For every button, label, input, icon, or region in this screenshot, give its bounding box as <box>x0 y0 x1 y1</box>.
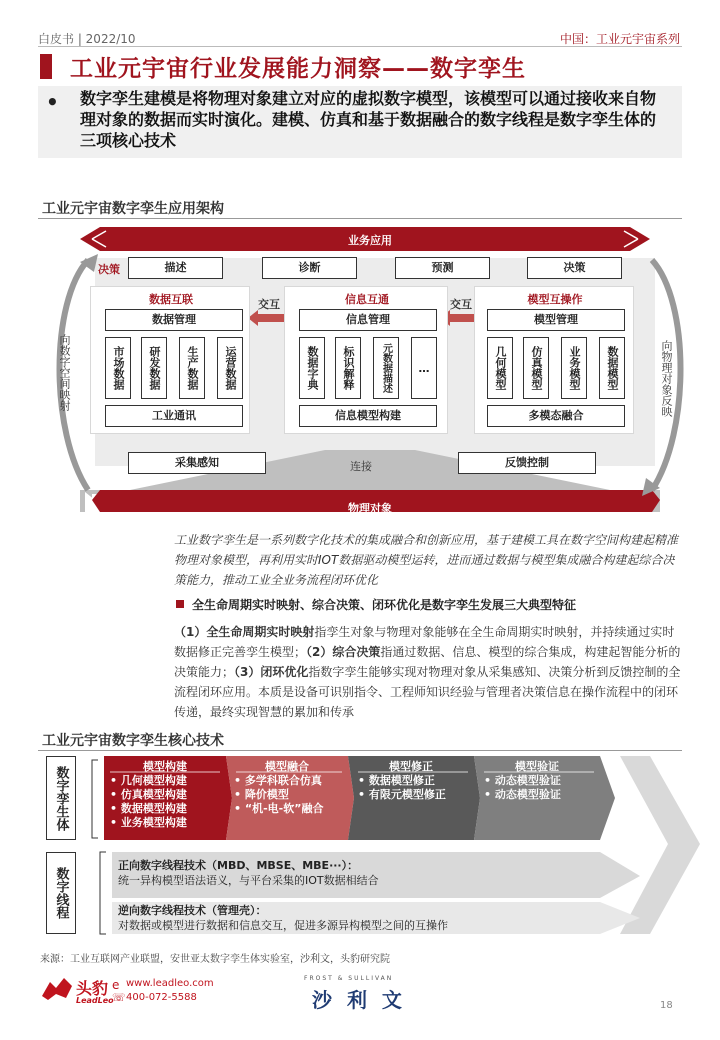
digital-thread-label: 数字线程 <box>46 852 76 934</box>
top-banner-label: 业务应用 <box>348 234 392 247</box>
frost-sullivan-en: FROST & SULLIVAN <box>304 975 394 982</box>
item-production-data: 生产数据 <box>179 337 205 399</box>
collect-sense-box: 采集感知 <box>128 452 266 474</box>
forward-thread-text <box>118 858 598 888</box>
frost-sullivan-cn: 沙 利 文 <box>312 988 406 1012</box>
decision-label: 决策 <box>98 263 120 276</box>
list-item: • 仿真模型构建 <box>110 788 187 801</box>
list-item: • 多学科联合仿真 <box>234 774 322 787</box>
page-title: 工业元宇宙行业发展能力洞察——数字孪生 <box>70 56 526 82</box>
row1-bracket <box>92 760 98 838</box>
item-data-model: 数据模型 <box>599 337 625 399</box>
panel-title: 信息互通 <box>345 293 389 306</box>
source-note: 来源：工业互联网产业联盟，安世亚太数字孪生体实验室，沙利文，头豹研究院 <box>40 954 390 965</box>
feature-2-title: （2）综合决策 <box>306 645 381 659</box>
architecture-diagram <box>40 222 700 522</box>
header-divider <box>38 46 682 47</box>
item-data-dictionary: 数据字典 <box>299 337 325 399</box>
feature-paragraph <box>174 622 682 722</box>
arch-section-line <box>38 218 682 219</box>
list-item: • 有限元模型修正 <box>358 788 446 801</box>
list-item: • 动态模型验证 <box>484 788 561 801</box>
exchange-label-2: 交互 <box>450 298 472 311</box>
item-simulation-model: 仿真模型 <box>523 337 549 399</box>
item-operation-data: 运营数据 <box>217 337 243 399</box>
decision-box-predict: 预测 <box>395 257 490 279</box>
bottom-banner-label: 物理对象 <box>348 502 392 515</box>
manage-box: 数据管理 <box>105 309 243 331</box>
brand-cn: 头豹 <box>76 979 109 998</box>
phone-icon: ☏ <box>112 991 126 1004</box>
big-chevron <box>620 756 700 934</box>
col-list-model-build <box>110 774 230 830</box>
arch-description: 工业数字孪生是一系列数字化技术的集成融合和创新应用，基于建模工具在数字空间构建起精准物理对象模型，再利用实时IOT数据驱动模型运转，进而通过数据与模型集成融合构建起综合决策能力，推动工业全业务流程闭环优化 <box>174 533 679 587</box>
col-head-model-build: 模型构建 <box>143 760 187 773</box>
col-list-model-correction <box>358 774 478 802</box>
feature-3-text: 指数字孪生能够实现对物理对象从采集感知、决策分析到反馈控制的全流程闭环应用。本质是设备可识别指令、工程师知识经验与管理者决策信息在操作流程中的闭环传递，最终实现智慧的累加和传承 <box>174 665 681 719</box>
core-section-title: 工业元宇宙数字孪生核心技术 <box>42 733 224 749</box>
page-number: 18 <box>660 1000 673 1011</box>
list-item: • 数据模型构建 <box>110 802 187 815</box>
list-item: • 业务模型构建 <box>110 816 187 829</box>
decision-box-diagnose: 诊断 <box>262 257 357 279</box>
col-head-model-verification: 模型验证 <box>515 760 559 773</box>
decision-box-decide: 决策 <box>527 257 622 279</box>
reverse-thread-text <box>118 903 598 933</box>
col-list-model-fusion <box>234 774 354 816</box>
col-head-model-correction: 模型修正 <box>389 760 433 773</box>
manage-box: 模型管理 <box>487 309 625 331</box>
connect-label: 连接 <box>350 460 372 473</box>
panel-model-interop <box>474 286 634 434</box>
core-section-line <box>38 750 682 751</box>
manage-box: 信息管理 <box>299 309 437 331</box>
exchange-label-1: 交互 <box>258 298 280 311</box>
left-side-label: 向数字空间映射 <box>58 334 71 411</box>
forward-thread-title: 正向数字线程技术（MBD、MBSE、MBE···）： <box>118 859 359 872</box>
reverse-thread-desc: 对数据或模型进行数据和信息交互，促进多源异构模型之间的互操作 <box>118 919 448 932</box>
item-rnd-data: 研发数据 <box>141 337 167 399</box>
col-head-model-fusion: 模型融合 <box>265 760 309 773</box>
list-item: • 动态模型验证 <box>484 774 561 787</box>
list-item: • 降价模型 <box>234 788 289 801</box>
feature-heading: 全生命周期实时映射、综合决策、闭环优化是数字孪生发展三大典型特征 <box>192 598 577 612</box>
brand-en: LeadLeo <box>76 996 114 1005</box>
item-market-data: 市场数据 <box>105 337 131 399</box>
list-item: • 几何模型构建 <box>110 774 187 787</box>
decision-box-describe: 描述 <box>128 257 223 279</box>
globe-icon: e <box>112 978 120 992</box>
feature-3-title: （3）闭环优化 <box>234 665 309 679</box>
leadleo-logo-icon <box>40 976 74 1002</box>
right-side-label: 向物理对象反映 <box>660 340 673 417</box>
row2-bracket <box>100 852 106 934</box>
item-business-model: 业务模型 <box>561 337 587 399</box>
item-geometry-model: 几何模型 <box>487 337 513 399</box>
feedback-control-box: 反馈控制 <box>458 452 596 474</box>
bottom-box: 工业通讯 <box>105 405 243 427</box>
bottom-box: 信息模型构建 <box>299 405 437 427</box>
list-item: • “机-电-软”融合 <box>234 802 324 815</box>
arch-section-title: 工业元宇宙数字孪生应用架构 <box>42 201 224 217</box>
series-name: 中国：工业元宇宙系列 <box>559 32 680 46</box>
col-list-model-verification <box>484 774 604 802</box>
panel-data-interconnect <box>90 286 250 434</box>
website-link[interactable]: www.leadleo.com <box>126 978 214 989</box>
title-accent-bar <box>40 54 52 79</box>
core-tech-diagram <box>40 752 700 942</box>
panel-title: 数据互联 <box>149 293 193 306</box>
summary-bullet: • <box>46 90 59 114</box>
feature-bullet-square <box>176 600 184 608</box>
list-item: • 数据模型修正 <box>358 774 435 787</box>
item-metadata-description: 元数据描述 <box>373 337 399 399</box>
panel-info-interwork <box>284 286 448 434</box>
bottom-box: 多模态融合 <box>487 405 625 427</box>
phone-number: 400-072-5588 <box>126 992 197 1003</box>
feature-2-text: 指通过数据、信息、模型的综合集成，构建起智能分析的决策能力； <box>174 645 681 679</box>
feature-1-title: （1）全生命周期实时映射 <box>174 625 315 639</box>
summary-text: 数字孪生建模是将物理对象建立对应的虚拟数字模型，该模型可以通过接收来自物理对象的数据而实时演化。建模、仿真和基于数据融合的数字线程是数字孪生体的三项核心技术 <box>80 89 657 150</box>
item-identifier-parsing: 标识解释 <box>335 337 361 399</box>
item-ellipsis: … <box>411 337 437 399</box>
forward-thread-desc: 统一异构模型语法语义，与平台采集的IOT数据相结合 <box>118 874 379 887</box>
feature-1-text: 指孪生对象与物理对象能够在全生命周期实时映射，并持续通过实时数据修正完善孪生模型； <box>174 625 675 659</box>
panel-title: 模型互操作 <box>527 293 583 306</box>
reverse-thread-title: 逆向数字线程技术（管理壳）： <box>118 904 267 917</box>
doc-type-date: 白皮书 | 2022/10 <box>38 32 136 46</box>
digital-twin-label: 数字孪生体 <box>46 756 76 840</box>
